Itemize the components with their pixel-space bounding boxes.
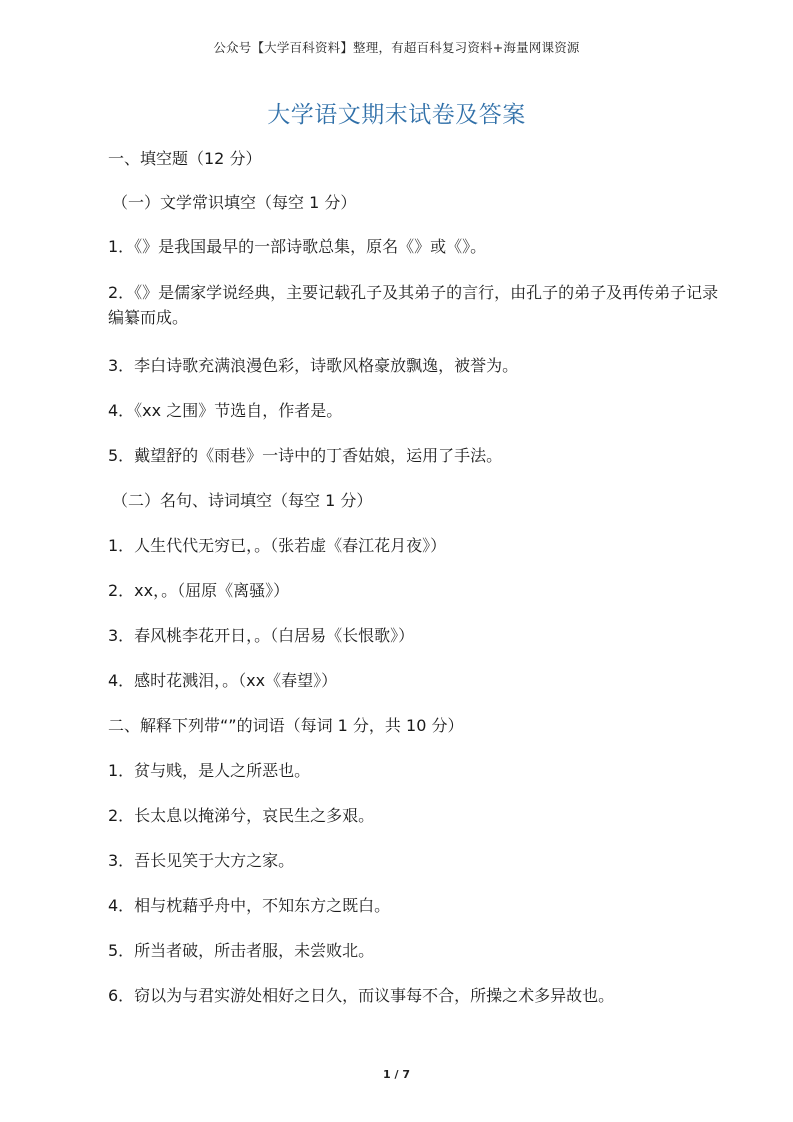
section2-item-4: 4．相与枕藉乎舟中，不知东方之既白。 <box>108 896 391 915</box>
sub2-item-4: 4．感时花溅泪，。（xx《春望》） <box>108 671 338 690</box>
section2-item-2: 2．长太息以掩涕兮，哀民生之多艰。 <box>108 806 375 825</box>
sub2-heading: （二）名句、诗词填空（每空 1 分） <box>112 491 373 510</box>
section2-item-1: 1．贫与贱，是人之所恶也。 <box>108 761 311 780</box>
sub1-heading: （一）文学常识填空（每空 1 分） <box>112 193 357 212</box>
sub2-item-2: 2．xx，。（屈原《离骚》） <box>108 581 290 600</box>
sub1-item-4: 4．《xx 之围》节选自，作者是。 <box>108 401 343 420</box>
section2-item-5: 5．所当者破，所击者服，未尝败北。 <box>108 941 375 960</box>
section1-heading: 一、填空题（12 分） <box>108 149 262 168</box>
sub1-item-5: 5．戴望舒的《雨巷》一诗中的丁香姑娘，运用了手法。 <box>108 446 503 465</box>
document-title: 大学语文期末试卷及答案 <box>267 102 526 128</box>
sub1-item-3: 3．李白诗歌充满浪漫色彩，诗歌风格豪放飘逸，被誉为。 <box>108 356 519 375</box>
section2-item-6: 6．窃以为与君实游处相好之日久，而议事每不合，所操之术多异故也。 <box>108 986 615 1005</box>
page-number: 1 / 7 <box>383 1068 410 1081</box>
section2-item-3: 3．吾长见笑于大方之家。 <box>108 851 295 870</box>
sub1-item-1: 1．《》是我国最早的一部诗歌总集，原名《》或《》。 <box>108 237 487 256</box>
sub1-item-2: 2．《》是儒家学说经典，主要记载孔子及其弟子的言行，由孔子的弟子及再传弟子记录编纂而成。 <box>108 283 719 327</box>
sub2-item-1: 1．人生代代无穷已，。（张若虚《春江花月夜》） <box>108 536 447 555</box>
sub2-item-3: 3．春风桃李花开日，。（白居易《长恨歌》） <box>108 626 415 645</box>
section2-heading: 二、解释下列带“”的词语（每词 1 分，共 10 分） <box>108 716 464 735</box>
page-header: 公众号【大学百科资料】整理，有超百科复习资料+海量网课资源 <box>213 40 580 55</box>
